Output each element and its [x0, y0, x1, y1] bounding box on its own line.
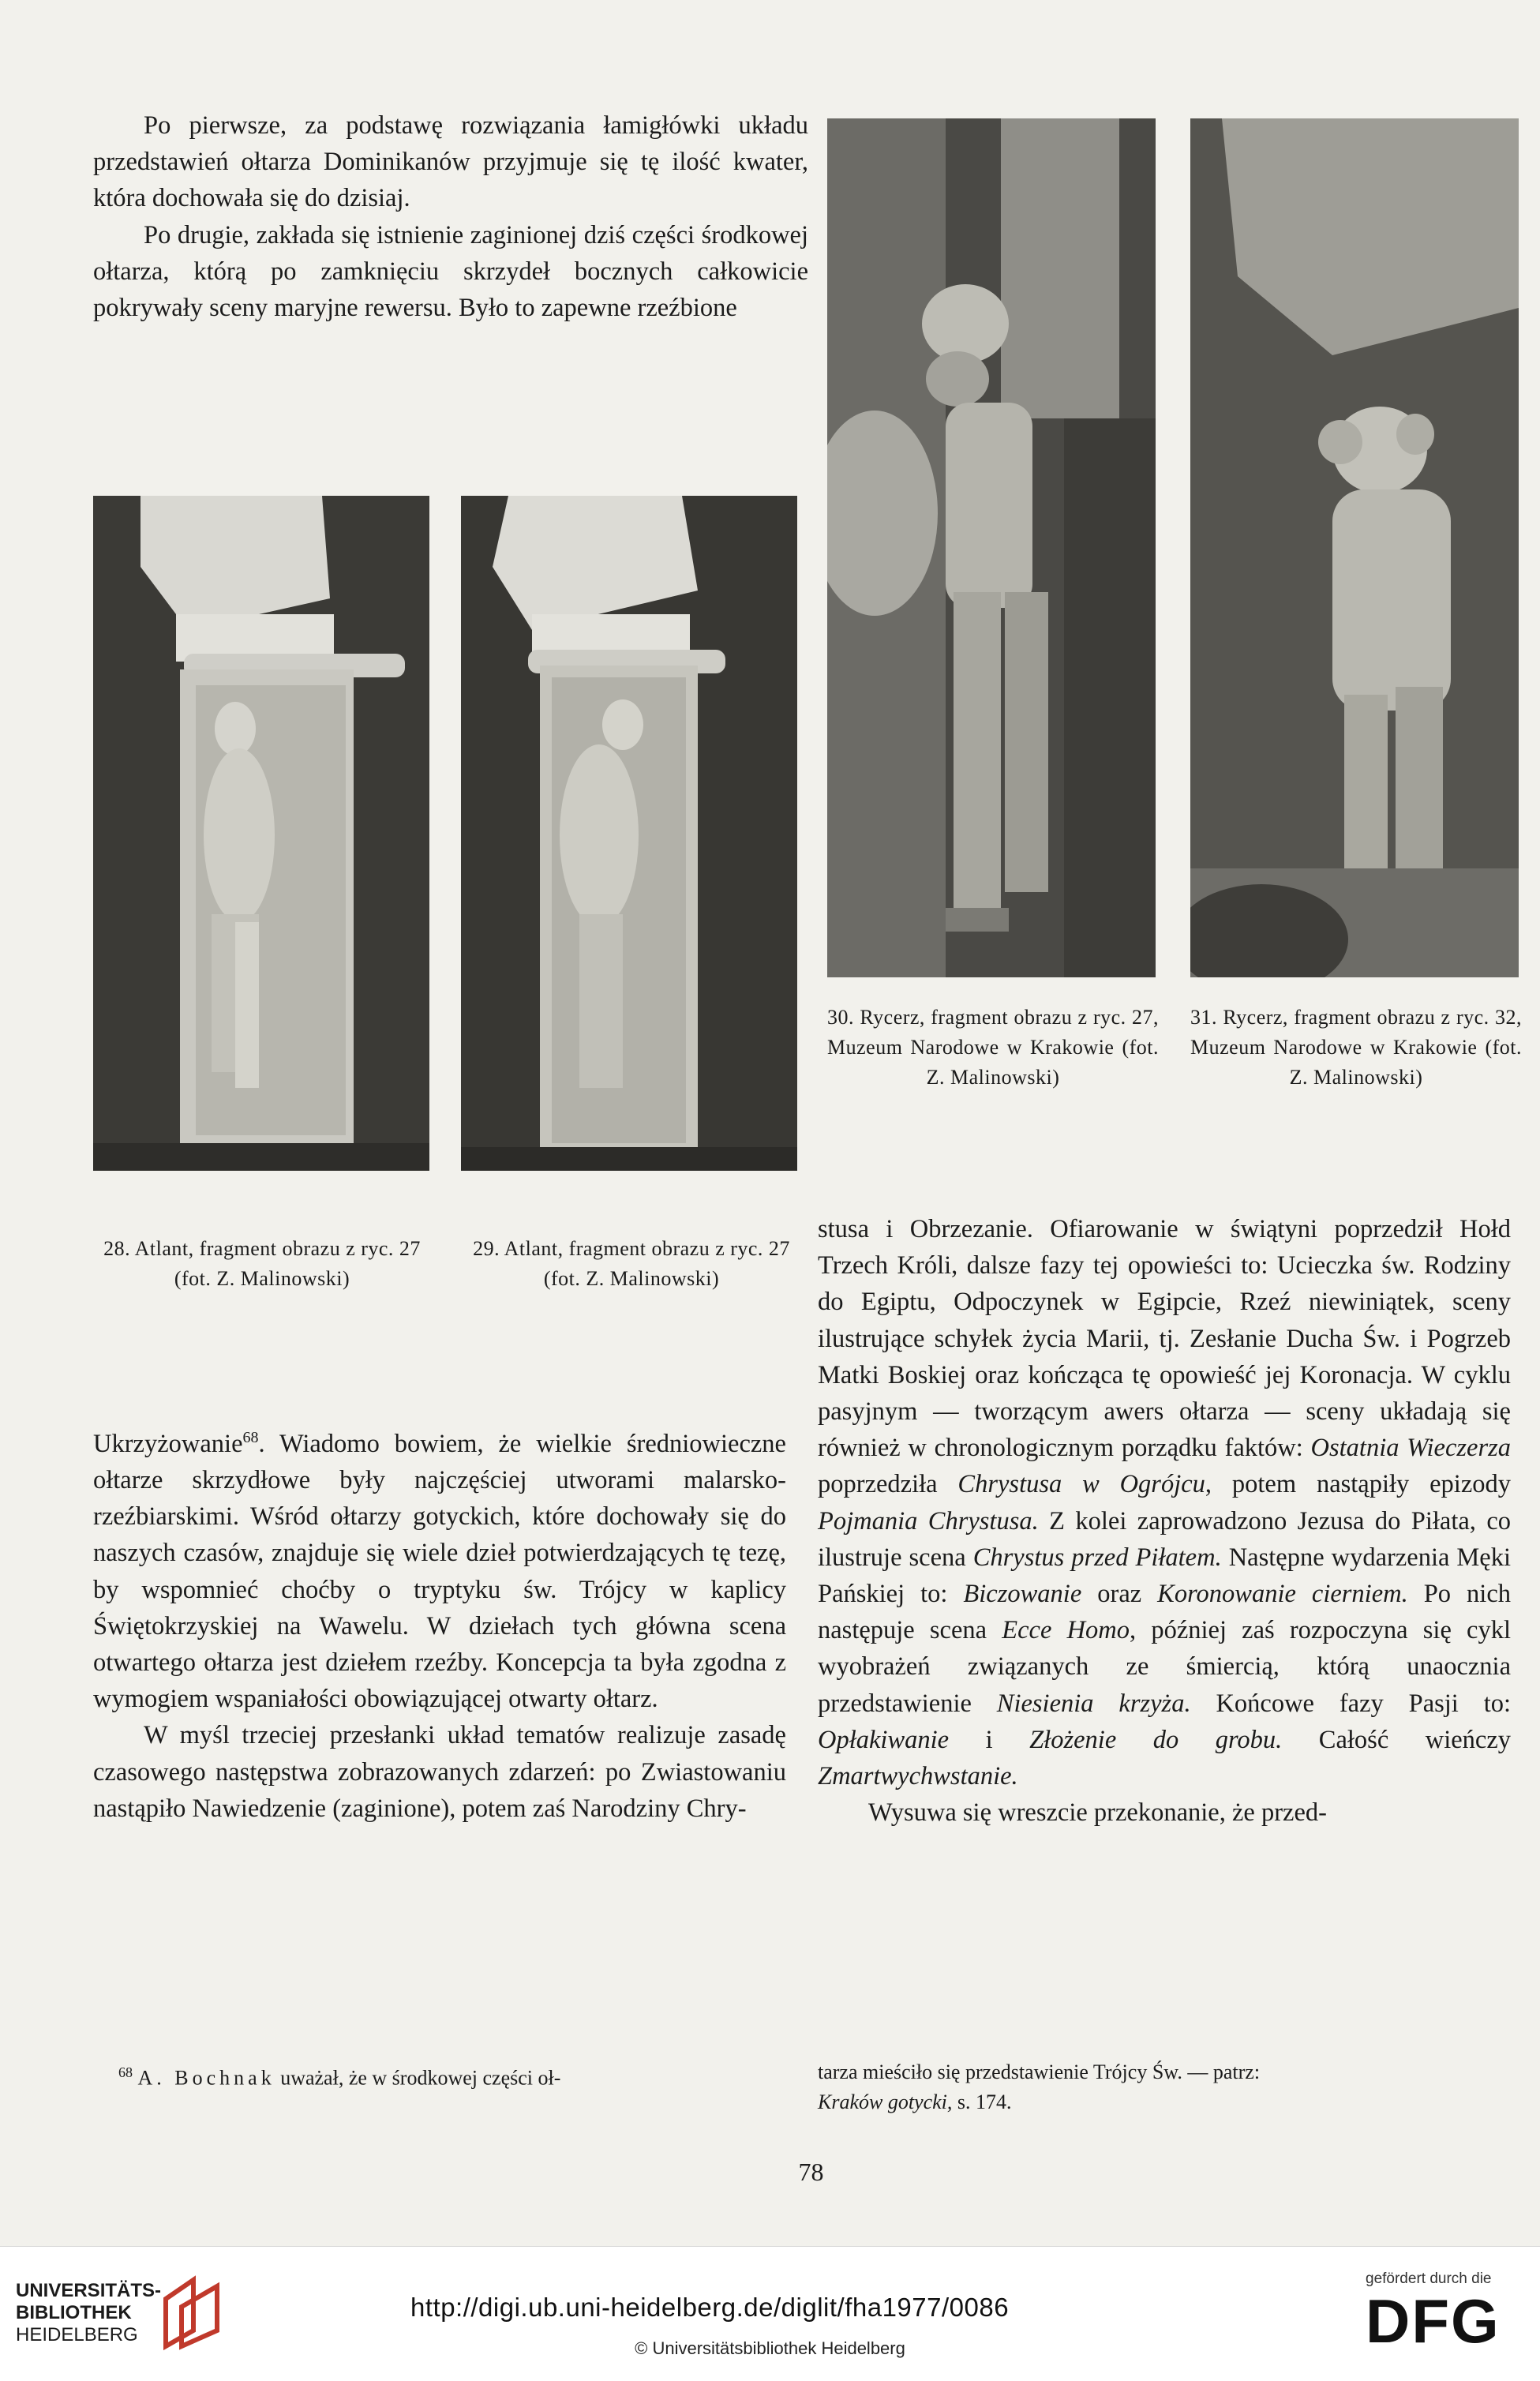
- body-text: Z kolei zaprowadzono Jezusa do Piłata, co ilustruje scena: [818, 1506, 1511, 1572]
- body-text: poprzedziła: [818, 1470, 958, 1499]
- footnote-author: A. Bochnak: [137, 2066, 275, 2090]
- figure-29-caption: 29. Atlant, fragment obrazu z ryc. 27 (fot. Z. Malinowski): [473, 1237, 790, 1290]
- paragraph: Po drugie, zakłada się istnienie zaginionej dziś części środkowej ołtarza, którą po zamknięciu skrzydeł bocznych całkowicie pokrywały sceny maryjne rewersu. Było to zapewne rzeźbione: [93, 220, 808, 323]
- library-line: UNIVERSITÄTS-: [16, 2280, 162, 2301]
- footnote-text: tarza mieściło się przedstawienie Trójcy Św. — patrz:: [818, 2060, 1261, 2083]
- footnote-text: uważał, że w środkowej części oł-: [275, 2066, 561, 2090]
- body-text: . Wiadomo bowiem, że wielkie średniowieczne ołtarze skrzydłowe były najczęściej utworami malarsko-rzeźbiarskimi. Wśród ołtarzy gotyckich, które dochowały się do naszych czasów, znajduje się wiele dzieł potwierdzających tę tezę, by wspomnieć choćby o tryptyku św. Trójcy w kaplicy Świętokrzyskiej na Wawelu. W dziełach tych główna scena otwartego ołtarza jest dziełem rzeźby. Koncepcja ta była zgodna z wymogiem wspaniałości obowiązującej otwarty ołtarz.: [93, 1429, 786, 1714]
- funding-label: gefördert durch die: [1366, 2270, 1492, 2287]
- footnote-page-ref: s. 174.: [952, 2090, 1012, 2113]
- figure-30-caption: 30. Rycerz, fragment obrazu z ryc. 27, Muzeum Narodowe w Krakowie (fot. Z. Malinowski): [827, 1006, 1159, 1089]
- body-text: Ukrzyżowanie: [93, 1429, 243, 1458]
- italic-title: Opłakiwanie: [818, 1725, 950, 1754]
- body-text: i: [949, 1725, 1030, 1754]
- body-text: Całość wieńczy: [1282, 1725, 1512, 1754]
- figure-28-photo: [93, 496, 429, 1171]
- library-name: [16, 2280, 161, 2346]
- copyright: © Universitätsbibliothek Heidelberg: [635, 2338, 905, 2358]
- footnote-left: [118, 2057, 786, 2094]
- left-column-text: [93, 1419, 786, 1827]
- body-text: oraz: [1081, 1580, 1158, 1609]
- italic-title: Chrystusa w Ogrójcu: [957, 1470, 1205, 1499]
- library-line: HEIDELBERG: [16, 2324, 138, 2345]
- permalink-url[interactable]: http://digi.ub.uni-heidelberg.de/diglit/fha1977/0086: [410, 2293, 1010, 2322]
- paragraph: [93, 1419, 786, 1717]
- italic-title: Biczowanie: [963, 1580, 1082, 1609]
- footnote-number: 68: [118, 2064, 133, 2080]
- italic-title: Pojmania Chrystusa.: [818, 1506, 1039, 1535]
- footnote-ref: 68: [242, 1429, 259, 1446]
- paragraph: [818, 1211, 1511, 1794]
- body-text: , później zaś rozpoczyna się cykl wyobrażeń związanych ze śmiercią, którą unaocznia przedstawienie: [818, 1616, 1511, 1718]
- figure-29-photo: [461, 496, 797, 1171]
- paragraph: Wysuwa się wreszcie przekonanie, że przed-: [868, 1798, 1327, 1828]
- italic-title: Chrystus przed Piłatem.: [972, 1543, 1222, 1572]
- figure-31-photo: [1190, 118, 1519, 977]
- footnote-book: Kraków gotycki,: [818, 2090, 953, 2113]
- figure-31-caption: 31. Rycerz, fragment obrazu z ryc. 32, Muzeum Narodowe w Krakowie (fot. Z. Malinowski): [1190, 1006, 1522, 1089]
- italic-title: Koronowanie cierniem.: [1157, 1580, 1408, 1609]
- figure-28-caption: 28. Atlant, fragment obrazu z ryc. 27 (fot. Z. Malinowski): [103, 1237, 421, 1290]
- italic-title: Zmartwychwstanie.: [818, 1762, 1018, 1791]
- footer-bar: [0, 2246, 1540, 2381]
- italic-title: Ecce Homo: [1002, 1616, 1130, 1645]
- body-text: Końcowe fazy Pasji to:: [1190, 1689, 1512, 1718]
- right-column-text: [818, 1211, 1511, 1831]
- library-line: BIBLIOTHEK: [16, 2302, 132, 2323]
- footnote-right: [818, 2057, 1511, 2117]
- italic-title: Ostatnia Wieczerza: [1310, 1434, 1512, 1463]
- page-number: 78: [798, 2158, 824, 2186]
- body-text: , potem nastąpiły epizody: [1205, 1470, 1511, 1499]
- body-text: Następne wydarzenia Męki Pańskiej to:: [818, 1543, 1511, 1609]
- figure-30-photo: [827, 118, 1156, 977]
- paragraph: W myśl trzeciej przesłanki układ tematów realizuje zasadę czasowego następstwa zobrazowanych zdarzeń: po Zwiastowaniu nastąpiło Nawiedzenie (zaginione), potem zaś Narodziny Chry-: [93, 1721, 786, 1823]
- dfg-logo: DFG: [1366, 2286, 1501, 2356]
- italic-title: Złożenie do grobu.: [1029, 1725, 1283, 1754]
- body-text: Po nich następuje scena: [818, 1580, 1512, 1645]
- italic-title: Niesienia krzyża.: [996, 1689, 1191, 1718]
- top-paragraph: [93, 107, 808, 326]
- body-text: stusa i Obrzezanie. Ofiarowanie w świątyni poprzedził Hołd Trzech Króli, dalsze fazy tej opowieści to: Ucieczka św. Rodziny do Egiptu, Odpoczynek w Egipcie, Rzeź niewiniątek, sceny ilustrujące schyłek życia Marii, tj. Zesłanie Ducha Św. i Pogrzeb Matki Boskiej oraz kończąca tę opowieść jej Koronacja. W cyklu pasyjnym — tworzącym awers ołtarza — sceny układają się również w chronologicznym porządku faktów:: [818, 1215, 1511, 1463]
- paragraph: Po pierwsze, za podstawę rozwiązania łamigłówki układu przedstawień ołtarza Dominikanów przyjmuje się tę ilość kwater, która dochowała się do dzisiaj.: [93, 111, 808, 213]
